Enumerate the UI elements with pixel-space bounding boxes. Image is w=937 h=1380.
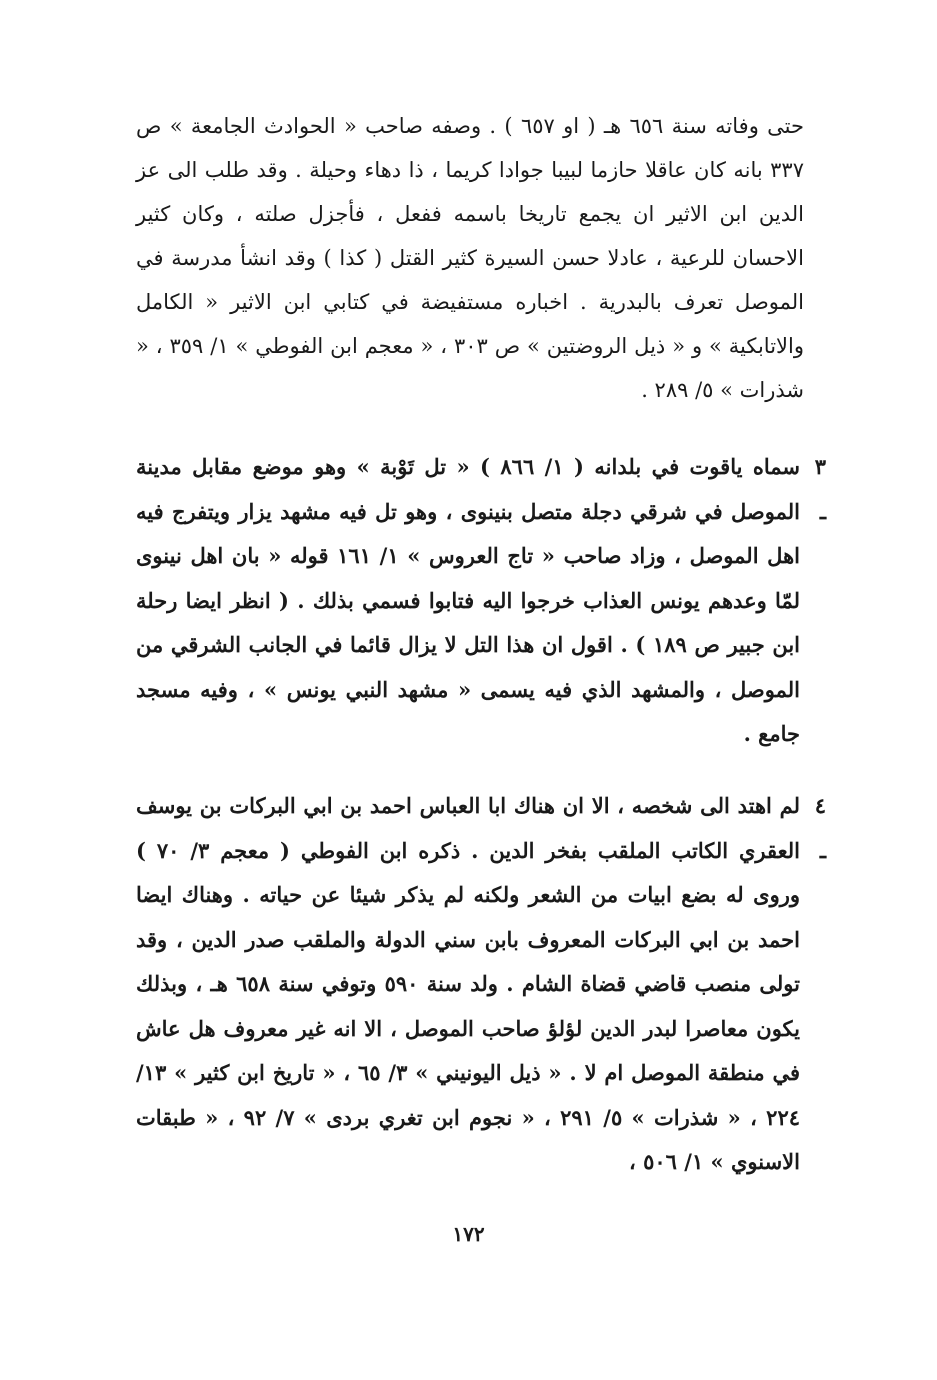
- page-number: ١٧٢: [452, 1222, 485, 1246]
- footnote-number: ٤ ـ: [814, 793, 826, 863]
- footnote-number: ٣ ـ: [814, 454, 826, 524]
- footnote-text: لم اهتد الى شخصه ، الا ان هناك ابا العباس احمد بن ابي البركات بن يوسف العقري الكاتب الملقب بفخر الدين . ذكره ابن الفوطي ( معجم ٣/ ٧٠ ) وروى له بضع ابيات من الشعر ولكنه لم يذكر شيئا عن حياته . وهناك ايضا احمد بن ابي البركات المعروف بابن سني الدولة والملقب صدر الدين ، وقد تولى منصب قاضي قضاة الشام . ولد سنة ٥٩٠ وتوفي سنة ٦٥٨ هـ ، وبذلك يكون معاصرا لبدر الدين لؤلؤ صاحب الموصل ، الا انه غير معروف هل عاش في منطقة الموصل ام لا . « ذيل اليونيني » ٣/ ٦٥ ، « تاريخ ابن كثير » ١٣/ ٢٢٤ ، « شذرات » ٥/ ٢٩١ ، « نجوم ابن تغري بردى » ٧/ ٩٢ ، « طبقات الاسنوي » ١/ ٥٠٦ ،: [136, 793, 801, 1174]
- footnote-4: [136, 784, 826, 1185]
- footnote-3: [136, 445, 826, 757]
- continuation-paragraph: حتى وفاته سنة ٦٥٦ هـ ( او ٦٥٧ ) . وصفه صاحب « الحوادث الجامعة » ص ٣٣٧ بانه كان عاقلا حازما لبيبا جوادا كريما ، ذا دهاء وحيلة . وقد طلب الى عز الدين ابن الاثير ان يجمع تاريخا باسمه ففعل ، فأجزل صلته ، وكان كثير الاحسان للرعية ، عادلا حسن السيرة كثير القتل ( كذا ) وقد انشأ مدرسة في الموصل تعرف بالبدرية . اخباره مستفيضة في كتابي ابن الاثير « الكامل والاتابكية » و « ذيل الروضتين » ص ٣٠٣ ، « معجم ابن الفوطي » ١/ ٣٥٩ ، « شذرات » ٥/ ٢٨٩ .: [136, 114, 805, 402]
- footnote-text: سماه ياقوت في بلدانه ( ١/ ٨٦٦ ) « تل تَوْبة » وهو موضع مقابل مدينة الموصل في شرقي دجلة متصل بنينوى ، وهو تل فيه مشهد يزار ويتفرج فيه اهل الموصل ، وزاد صاحب « تاج العروس » ١/ ١٦١ قوله « بان اهل نينوى لمّا وعدهم يونس العذاب خرجوا اليه فتابوا فسمي بذلك . ( انظر ايضا رحلة ابن جبير ص ١٨٩ ) . اقول ان هذا التل لا يزال قائما في الجانب الشرقي من الموصل ، والمشهد الذي فيه يسمى « مشهد النبي يونس » ، وفيه مسجد جامع .: [136, 454, 801, 746]
